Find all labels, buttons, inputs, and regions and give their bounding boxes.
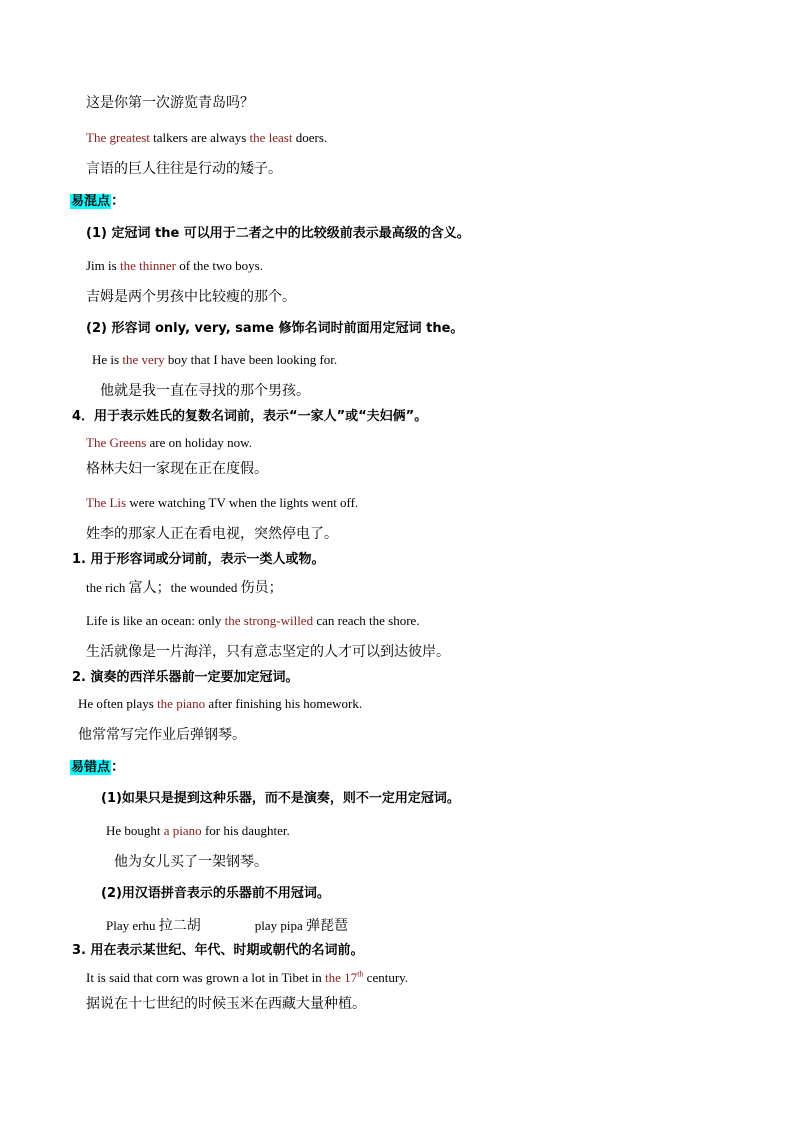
plain-text: 弹琵琶 <box>305 918 348 934</box>
highlight-phrase: the strong-willed <box>224 613 314 628</box>
plain-text: are on holiday now. <box>146 435 252 450</box>
text-line <box>86 613 420 629</box>
rule-heading: (1) 定冠词 the 可以用于二者之中的比较级前表示最高级的含义。 <box>86 226 470 241</box>
text-line <box>106 823 290 839</box>
text-line <box>86 130 327 146</box>
text-line: 格林夫妇一家现在正在度假。 <box>86 461 268 477</box>
plain-text: of the two boys. <box>175 258 263 273</box>
plain-text: Jim is <box>86 258 120 273</box>
text-line <box>92 352 337 368</box>
section-tag <box>70 759 125 776</box>
plain-text: Life is like an ocean: only <box>86 613 225 628</box>
tag-label: 易错点 <box>71 760 111 775</box>
section-tag <box>70 193 125 210</box>
plain-text: after finishing his homework. <box>205 696 363 711</box>
plain-text: 富人； <box>128 580 171 596</box>
text-line <box>86 580 283 596</box>
highlight-phrase: The Greens <box>86 435 147 450</box>
plain-text: can reach the shore. <box>313 613 420 628</box>
plain-text: doers. <box>292 130 328 145</box>
section-heading: 2. 演奏的西洋乐器前一定要加定冠词。 <box>72 670 299 685</box>
plain-text: the wounded <box>170 580 241 595</box>
text-line: 他为女儿买了一架钢琴。 <box>114 854 268 870</box>
text-line: 生活就像是一片海洋，只有意志坚定的人才可以到达彼岸。 <box>86 644 450 660</box>
section-heading: 1. 用于形容词或分词前，表示一类人或物。 <box>72 552 325 567</box>
plain-text: century. <box>363 970 409 985</box>
text-line: 吉姆是两个男孩中比较瘦的那个。 <box>86 289 296 305</box>
plain-text: He is <box>92 352 123 367</box>
plain-text: He often plays <box>78 696 158 711</box>
plain-text: play pipa <box>254 918 306 933</box>
plain-text: Play erhu <box>106 918 159 933</box>
highlight-phrase: The Lis <box>86 495 127 510</box>
rule-heading: (1)如果只是提到这种乐器，而不是演奏，则不一定用定冠词。 <box>101 791 460 806</box>
plain-text: It is said that corn was grown a lot in Tibet in <box>86 970 326 985</box>
text-line <box>106 918 348 934</box>
text-line: 姓李的那家人正在看电视，突然停电了。 <box>86 526 338 542</box>
text-line: 据说在十七世纪的时候玉米在西藏大量种植。 <box>86 996 366 1012</box>
section-heading: 4．用于表示姓氏的复数名词前，表示“一家人”或“夫妇俩”。 <box>72 409 428 424</box>
plain-text: boy that I have been looking for. <box>164 352 338 367</box>
plain-text: the rich <box>86 580 129 595</box>
tag-colon: ： <box>111 193 126 209</box>
highlight-phrase: the least <box>249 130 293 145</box>
plain-text: talkers are always <box>149 130 250 145</box>
tag-colon: ： <box>111 759 126 775</box>
plain-text: 伤员； <box>240 580 283 596</box>
text-line <box>86 495 358 511</box>
tag-label: 易混点 <box>71 194 111 209</box>
text-line <box>86 258 263 274</box>
highlight-phrase: The greatest <box>86 130 150 145</box>
plain-text: were watching TV when the lights went off. <box>126 495 359 510</box>
plain-text: He bought <box>106 823 164 838</box>
section-heading: 3. 用在表示某世纪、年代、时期或朝代的名词前。 <box>72 943 364 958</box>
highlight-phrase: the very <box>122 352 165 367</box>
text-line: 他就是我一直在寻找的那个男孩。 <box>100 383 310 399</box>
text-line <box>86 970 408 986</box>
text-line <box>86 435 252 451</box>
ordinal-suffix: th <box>357 969 364 979</box>
plain-text: for his daughter. <box>201 823 290 838</box>
text-line <box>78 696 362 712</box>
plain-text: 拉二胡 <box>158 918 201 934</box>
highlight-phrase: the 17 <box>325 970 358 985</box>
highlight-phrase: the thinner <box>119 258 176 273</box>
text-line: 他常常写完作业后弹钢琴。 <box>78 727 246 743</box>
highlight-phrase: the piano <box>157 696 206 711</box>
rule-heading: (2) 形容词 only, very, same 修饰名词时前面用定冠词 the。 <box>86 321 464 336</box>
text-line: 这是你第一次游览青岛吗？ <box>86 95 254 111</box>
text-line: 言语的巨人往往是行动的矮子。 <box>86 161 282 177</box>
highlight-phrase: a piano <box>163 823 202 838</box>
rule-heading: (2)用汉语拼音表示的乐器前不用冠词。 <box>101 886 330 901</box>
